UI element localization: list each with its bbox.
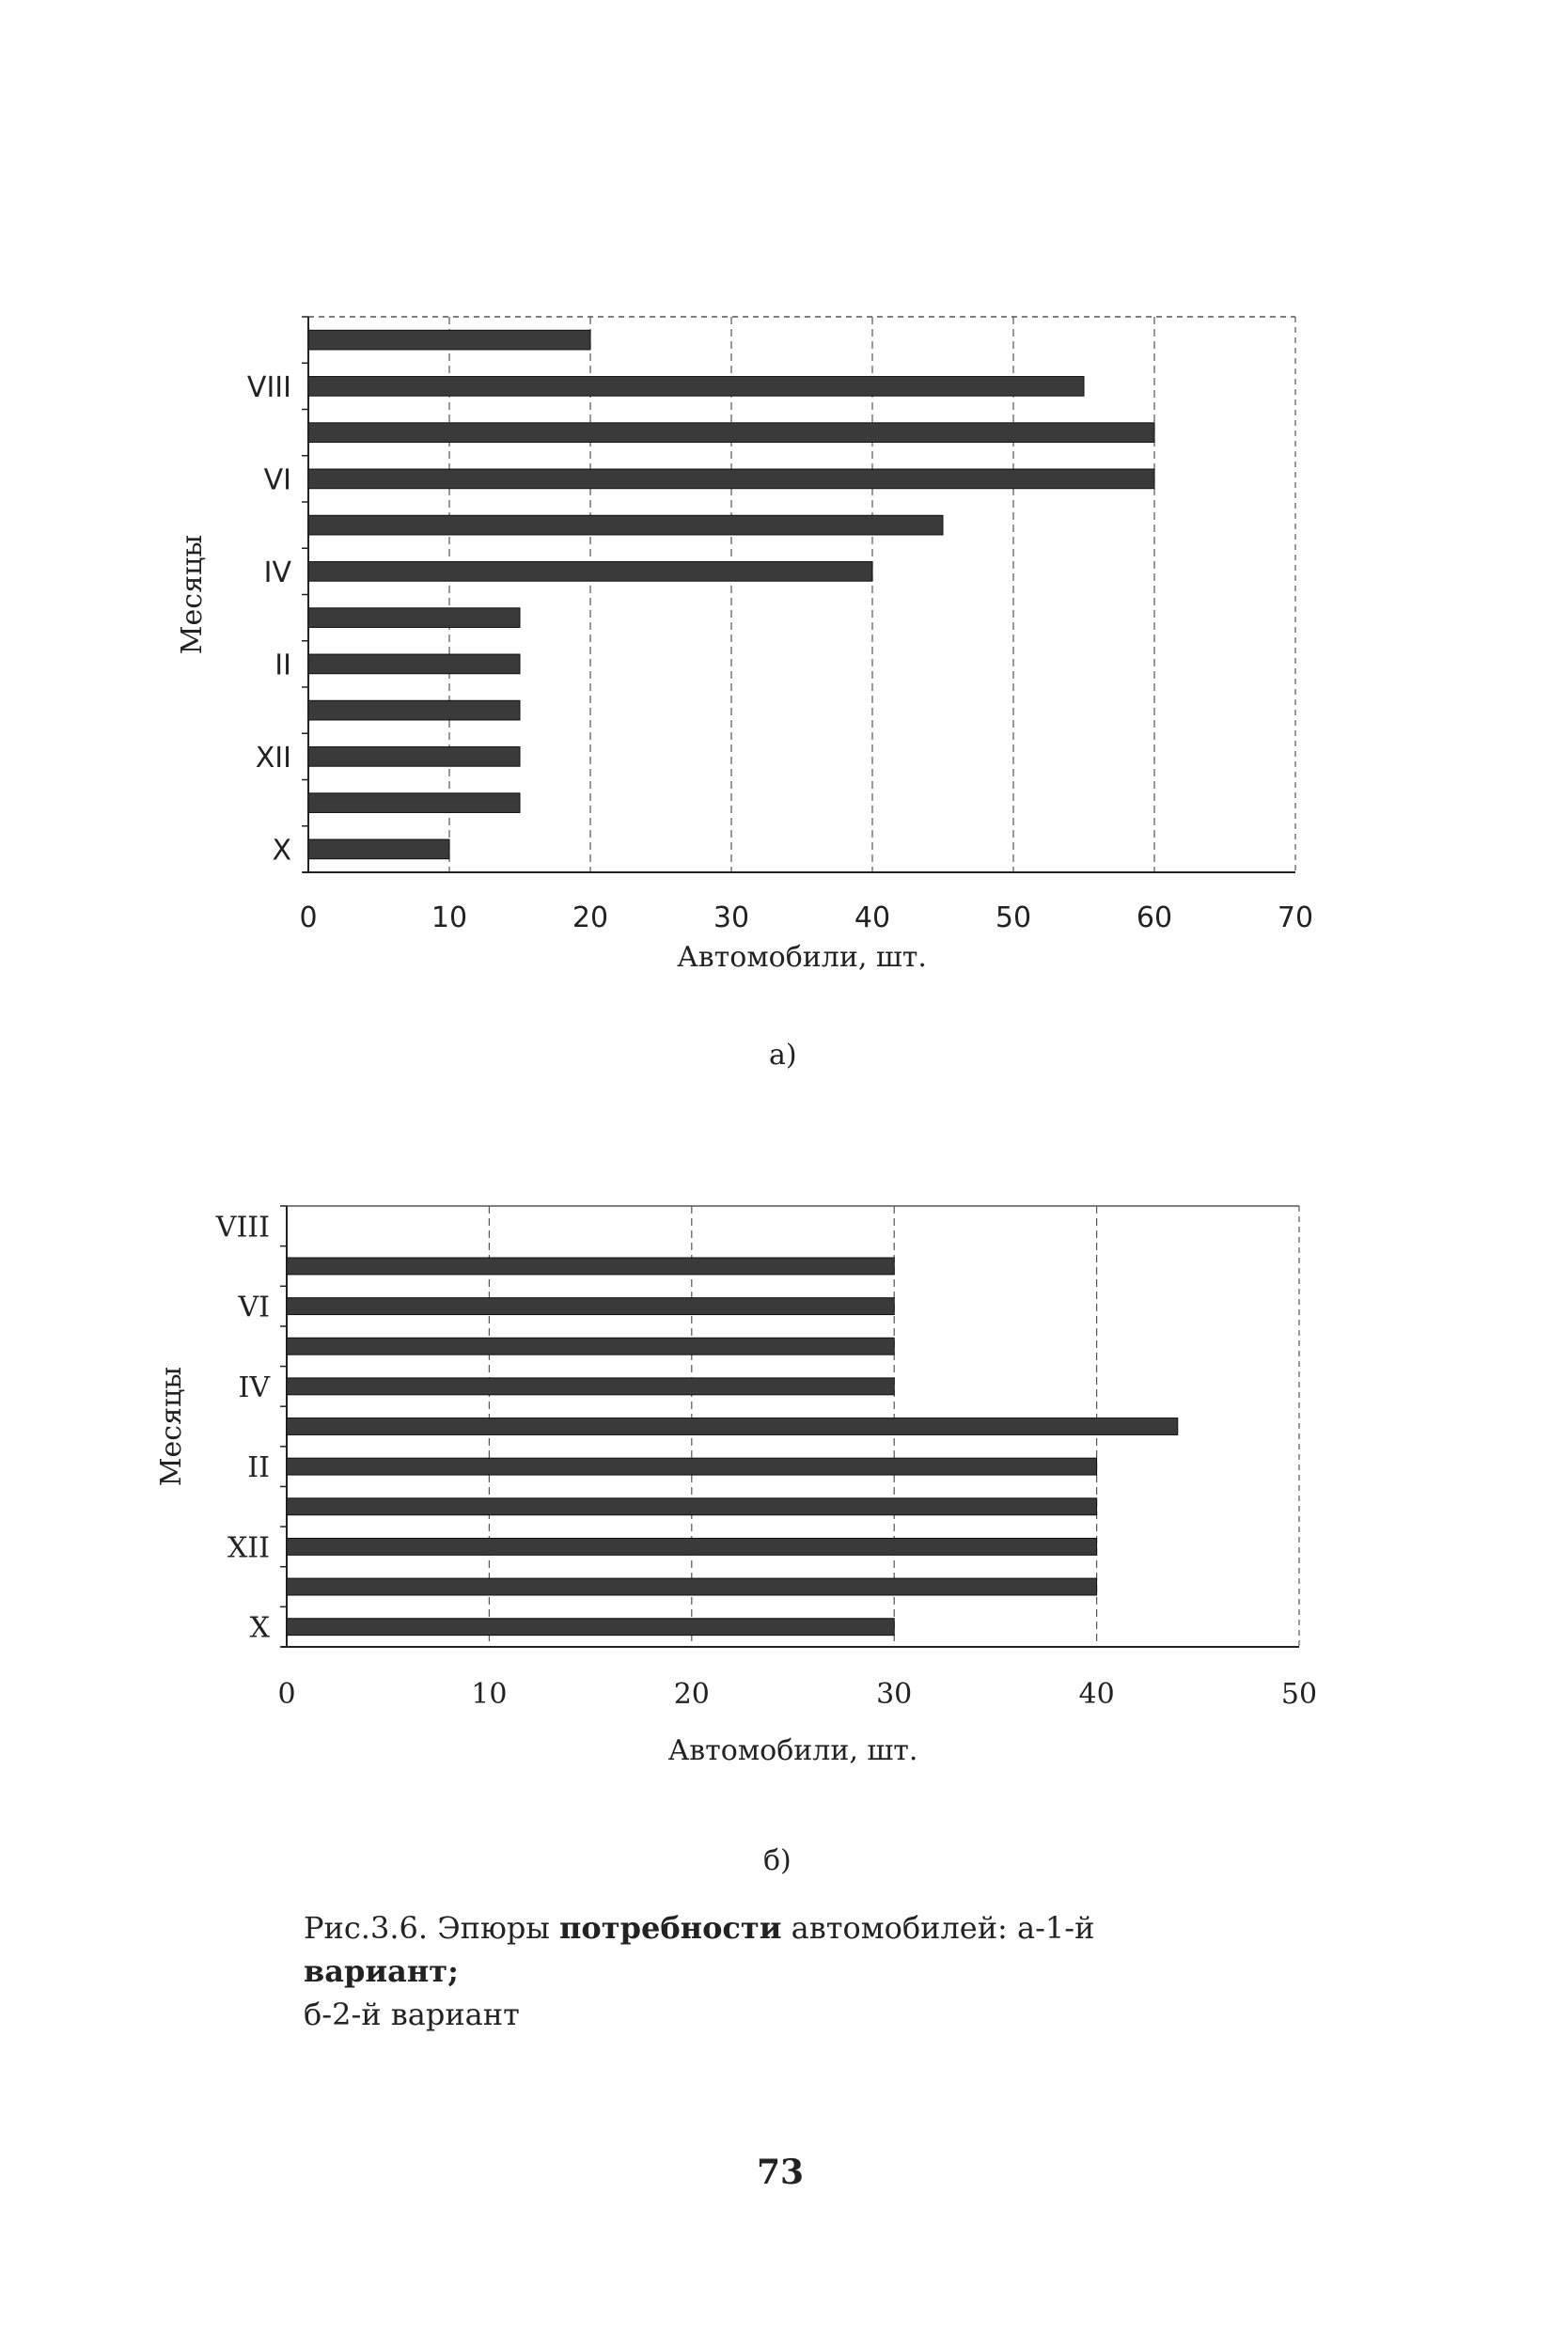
category-label-VI: VI [238, 1291, 270, 1324]
category-label-II: II [247, 1451, 270, 1485]
x-tick-label: 40 [854, 901, 891, 934]
x-tick-label: 10 [471, 1678, 508, 1711]
figure-caption [304, 1906, 1244, 2036]
caption-line-2: б-2-й вариант [304, 1997, 520, 2032]
panel-label-a: а) [769, 1039, 797, 1072]
caption-part-1: Рис.3.6. Эпюры [304, 1910, 559, 1946]
x-tick-label: 10 [431, 901, 468, 934]
category-label-X: X [272, 834, 291, 868]
page-number: 73 [756, 2153, 805, 2192]
category-label-II: II [274, 649, 291, 682]
bar-VI [287, 1298, 894, 1315]
x-axis-title: Автомобили, шт. [677, 941, 927, 974]
panel-label-b: б) [763, 1844, 792, 1877]
bar-XII [287, 1538, 1097, 1555]
category-label-IV: IV [238, 1371, 270, 1404]
category-label-VIII: VIII [215, 1211, 270, 1245]
bar-II [287, 1458, 1097, 1475]
x-tick-label: 30 [876, 1678, 913, 1711]
bar-X [287, 1619, 894, 1636]
x-tick-label: 30 [713, 901, 750, 934]
bar-V [287, 1338, 894, 1355]
category-label-X: X [249, 1611, 270, 1645]
x-tick-label: 40 [1078, 1678, 1115, 1711]
category-label-IV: IV [263, 556, 291, 589]
caption-line-1 [304, 1906, 1244, 1993]
bar-XI [287, 1578, 1097, 1595]
bar-IV [287, 1378, 894, 1395]
y-axis-title: Месяцы [155, 1366, 188, 1487]
x-tick-label: 50 [1280, 1678, 1318, 1711]
x-tick-label: 70 [1277, 901, 1314, 934]
caption-part-4: вариант; [304, 1953, 459, 1989]
y-axis-title: Месяцы [176, 534, 209, 655]
caption-part-3: автомобилей: а-1-й [781, 1910, 1095, 1946]
category-label-XII: XII [255, 741, 291, 775]
x-tick-label: 0 [277, 1678, 296, 1711]
caption-part-2: потребности [558, 1910, 782, 1946]
category-label-VI: VI [263, 463, 291, 497]
x-tick-label: 50 [995, 901, 1032, 934]
bar-VII [287, 1258, 894, 1275]
category-label-XII: XII [227, 1531, 270, 1565]
x-axis-title: Автомобили, шт. [667, 1734, 918, 1767]
x-tick-label: 20 [673, 1678, 710, 1711]
x-tick-label: 20 [572, 901, 609, 934]
bar-I [287, 1498, 1097, 1515]
x-tick-label: 60 [1136, 901, 1173, 934]
category-label-VIII: VIII [246, 370, 291, 404]
x-tick-label: 0 [299, 901, 318, 934]
bar-III [287, 1418, 1178, 1435]
